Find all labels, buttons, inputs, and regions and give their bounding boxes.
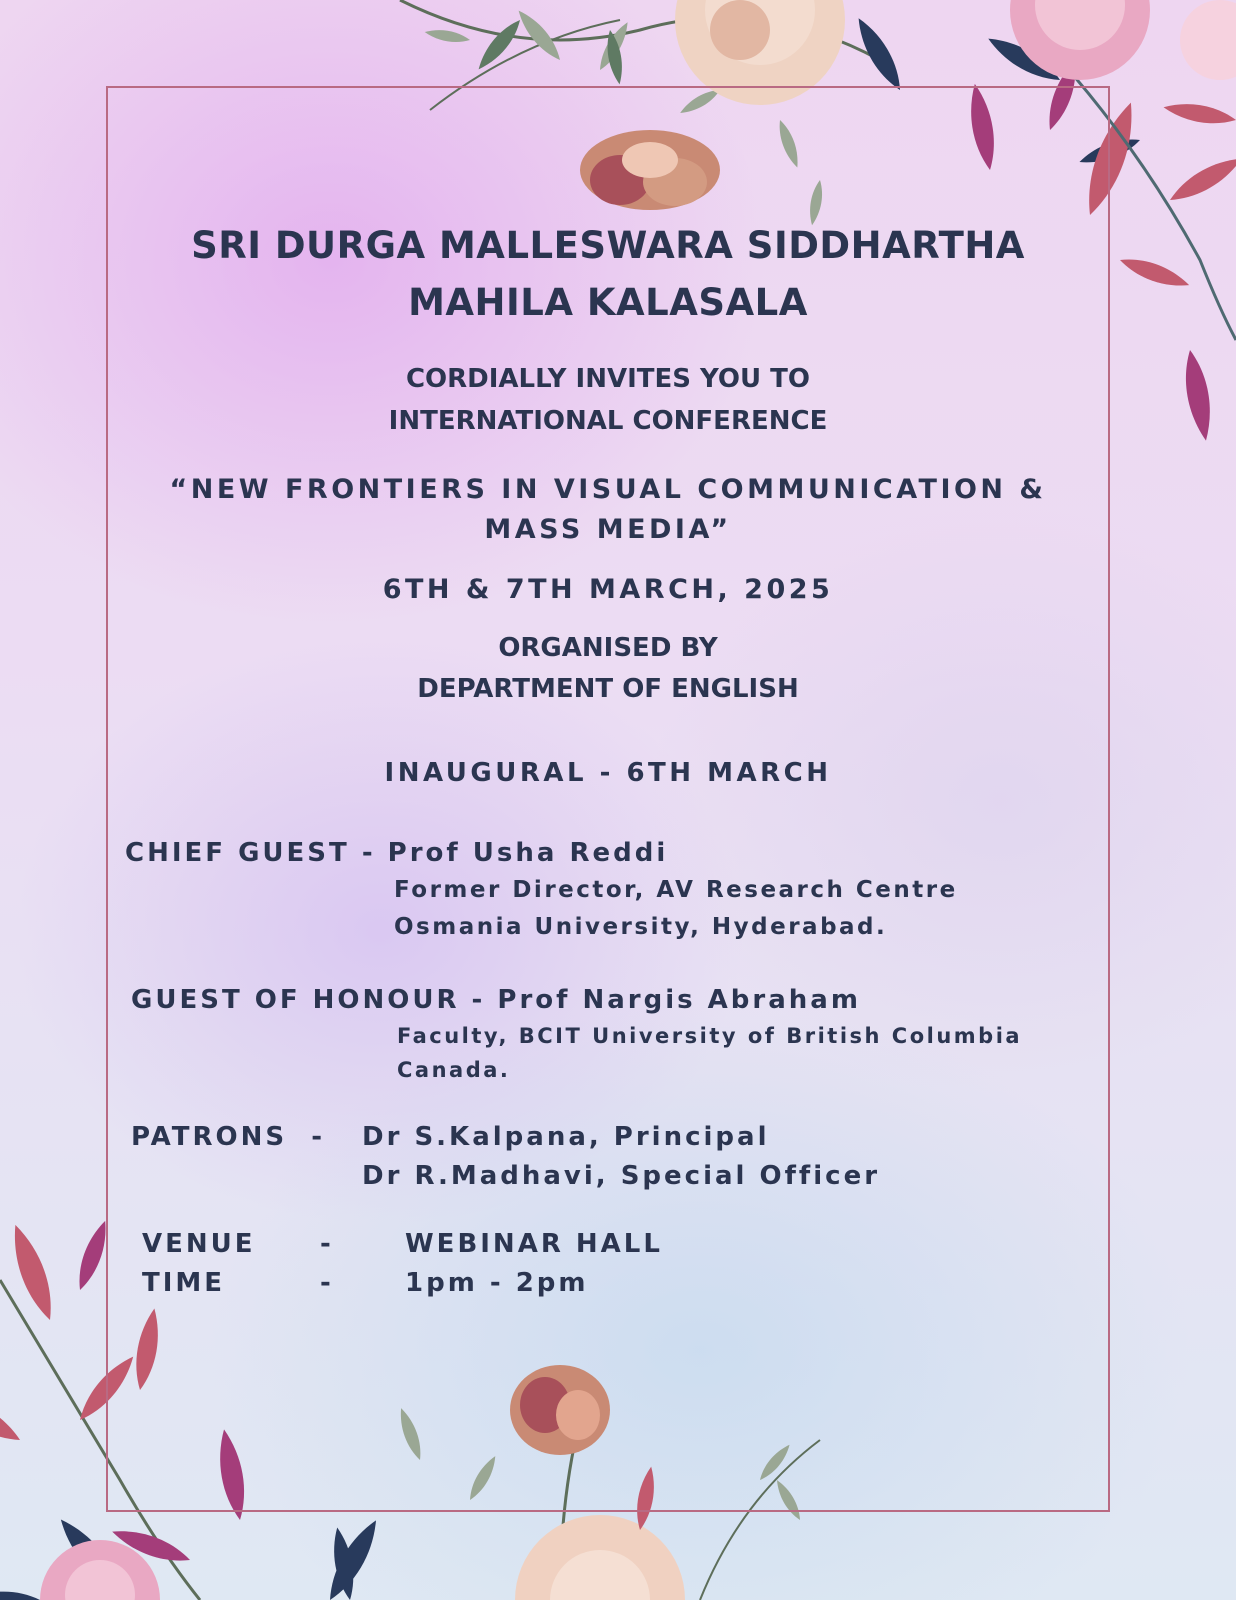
invite-line1: CORDIALLY INVITES YOU TO: [405, 364, 811, 394]
patrons-label: PATRONS -: [131, 1122, 326, 1152]
organiser-line2: DEPARTMENT OF ENGLISH: [417, 674, 799, 704]
invite-line2: INTERNATIONAL CONFERENCE: [388, 406, 828, 436]
guest-of-honour-detail2: Canada.: [397, 1058, 511, 1082]
chief-guest-heading: CHIEF GUEST - Prof Usha Reddi: [125, 838, 669, 868]
conference-theme-line2: MASS MEDIA”: [484, 514, 732, 545]
venue-value: WEBINAR HALL: [405, 1229, 663, 1259]
venue-separator: -: [320, 1229, 334, 1259]
chief-guest-detail2: Osmania University, Hyderabad.: [394, 914, 888, 940]
time-label: TIME: [142, 1268, 226, 1298]
organiser-line1: ORGANISED BY: [498, 633, 718, 663]
time-separator: -: [320, 1268, 334, 1298]
guest-of-honour-detail1: Faculty, BCIT University of British Columbia: [397, 1024, 1023, 1048]
patron-2: Dr R.Madhavi, Special Officer: [362, 1161, 881, 1191]
venue-label: VENUE: [142, 1229, 256, 1259]
conference-dates: 6TH & 7TH MARCH, 2025: [382, 574, 834, 605]
chief-guest-detail1: Former Director, AV Research Centre: [394, 877, 958, 903]
time-value: 1pm - 2pm: [405, 1268, 589, 1298]
patron-1: Dr S.Kalpana, Principal: [362, 1122, 770, 1152]
college-name-line1: SRI DURGA MALLESWARA SIDDHARTHA: [191, 224, 1025, 267]
inaugural-date: INAUGURAL - 6TH MARCH: [384, 758, 832, 788]
college-name-line2: MAHILA KALASALA: [408, 281, 808, 324]
guest-of-honour-heading: GUEST OF HONOUR - Prof Nargis Abraham: [131, 985, 861, 1015]
conference-theme-line1: “NEW FRONTIERS IN VISUAL COMMUNICATION &: [169, 474, 1047, 505]
